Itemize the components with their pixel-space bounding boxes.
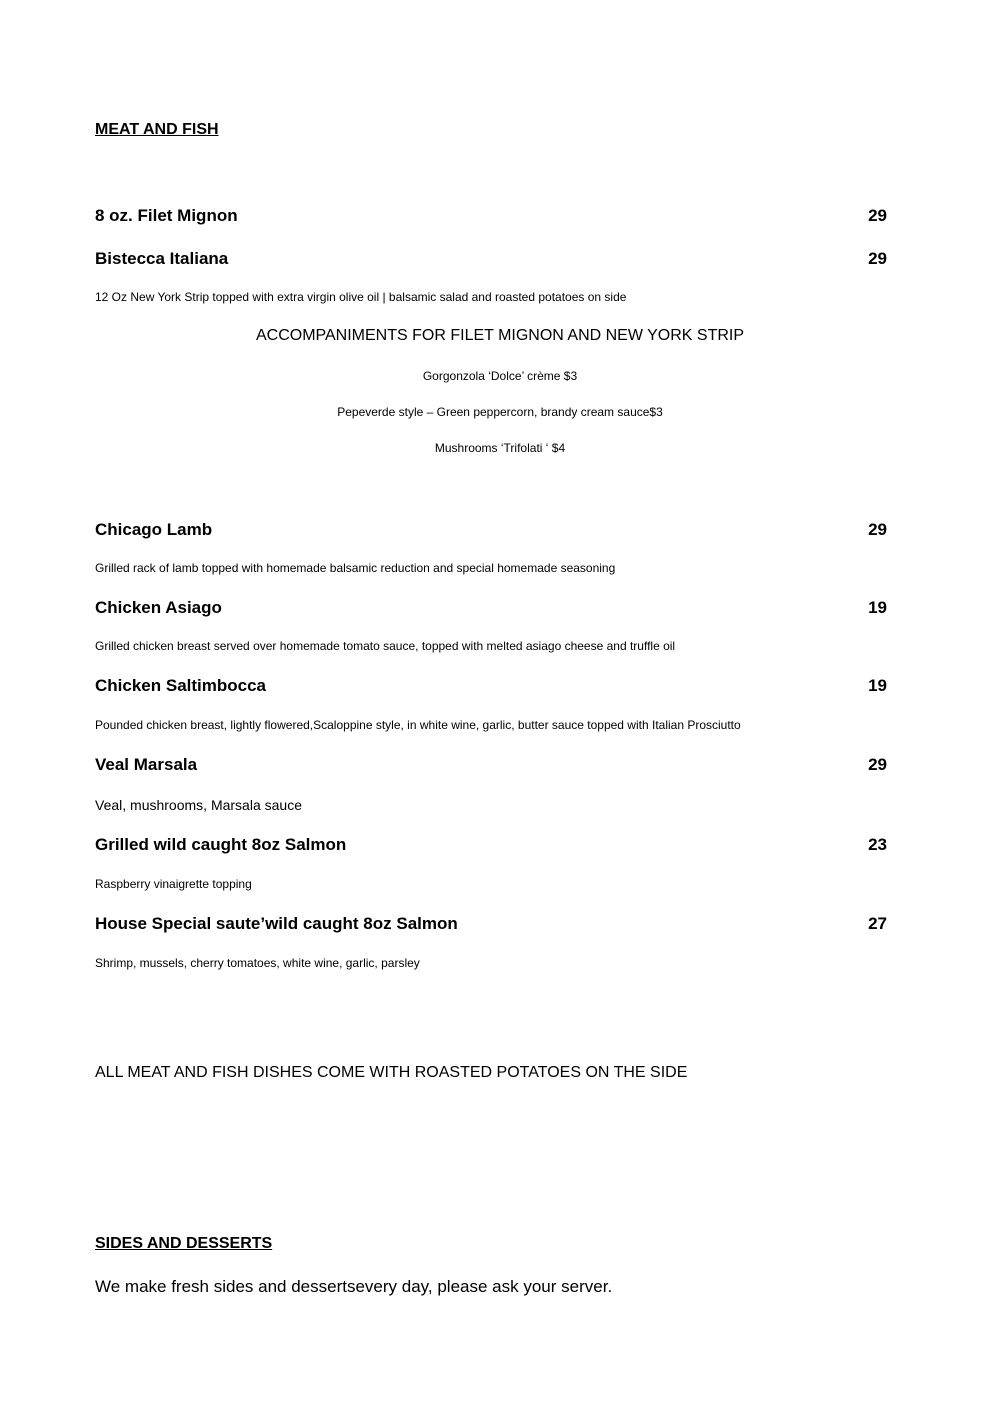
item-price-chicken-saltimbocca: 19: [868, 676, 887, 695]
item-price-chicken-asiago: 19: [868, 598, 887, 617]
accompaniment-gorgonzola: Gorgonzola ‘Dolce’ crème $3: [422, 369, 578, 383]
item-price-grilled-salmon: 23: [868, 835, 887, 854]
item-name-chicago-lamb: Chicago Lamb: [95, 520, 213, 539]
item-desc-house-special-salmon: Shrimp, mussels, cherry tomatoes, white wine, garlic, parsley: [95, 956, 420, 970]
item-desc-chicago-lamb: Grilled rack of lamb topped with homemade balsamic reduction and special homemade seasoning: [95, 561, 616, 575]
accompaniment-mushrooms: Mushrooms ‘Trifolati ‘ $4: [434, 441, 566, 455]
item-price-house-special-salmon: 27: [868, 914, 887, 933]
item-desc-grilled-salmon: Raspberry vinaigrette topping: [95, 877, 252, 891]
item-desc-chicken-saltimbocca: Pounded chicken breast, lightly flowered,Scaloppine style, in white wine, garlic, butter sauce topped with Italian Prosciutto: [95, 718, 741, 732]
item-desc-bistecca-italiana: 12 Oz New York Strip topped with extra virgin olive oil | balsamic salad and roasted potatoes on side: [95, 290, 627, 304]
item-name-chicken-saltimbocca: Chicken Saltimbocca: [95, 676, 267, 695]
item-name-house-special-salmon: House Special saute’wild caught 8oz Salmon: [95, 914, 458, 933]
item-price-veal-marsala: 29: [868, 755, 887, 774]
accompaniment-pepeverde: Pepeverde style – Green peppercorn, brandy cream sauce$3: [337, 405, 663, 419]
item-name-grilled-salmon: Grilled wild caught 8oz Salmon: [95, 835, 347, 854]
item-desc-veal-marsala: Veal, mushrooms, Marsala sauce: [95, 797, 302, 813]
item-price-filet-mignon: 29: [868, 206, 887, 225]
item-name-bistecca-italiana: Bistecca Italiana: [95, 249, 229, 268]
item-price-bistecca-italiana: 29: [868, 249, 887, 268]
item-name-veal-marsala: Veal Marsala: [95, 755, 198, 774]
accompaniments-heading: ACCOMPANIMENTS FOR FILET MIGNON AND NEW YORK STRIP: [255, 327, 745, 344]
item-name-filet-mignon: 8 oz. Filet Mignon: [95, 206, 238, 225]
meat-fish-note: ALL MEAT AND FISH DISHES COME WITH ROASTED POTATOES ON THE SIDE: [95, 1064, 688, 1081]
item-price-chicago-lamb: 29: [868, 520, 887, 539]
sides-desserts-text: We make fresh sides and dessertsevery day, please ask your server.: [95, 1277, 613, 1296]
meat-fish-heading: MEAT AND FISH: [95, 121, 219, 138]
item-desc-chicken-asiago: Grilled chicken breast served over homemade tomato sauce, topped with melted asiago cheese and truffle oil: [95, 639, 676, 653]
item-name-chicken-asiago: Chicken Asiago: [95, 598, 222, 617]
sides-desserts-heading: SIDES AND DESSERTS: [95, 1235, 273, 1252]
